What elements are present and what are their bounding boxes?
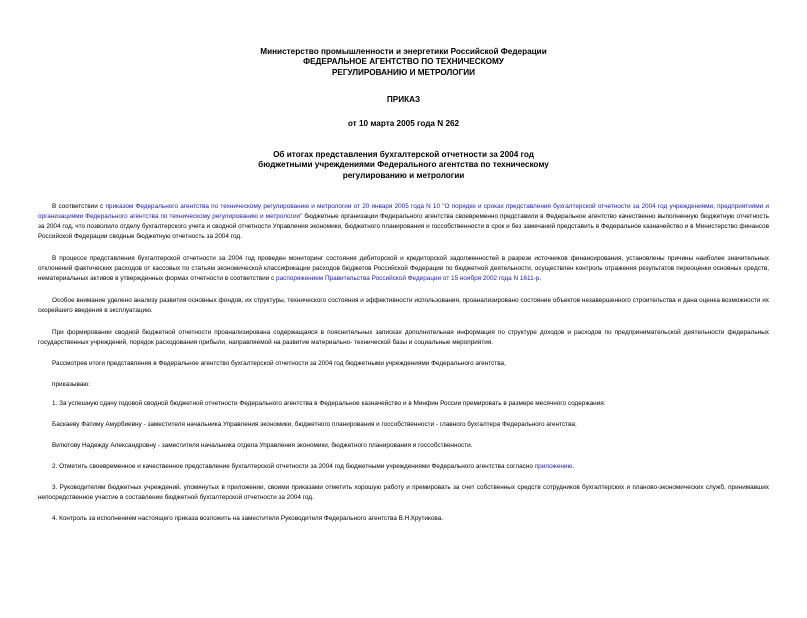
document-page [0,47,807,618]
paragraph-1-text-pre: В соответствии с [52,203,106,211]
paragraph-4: При формировании сводной бюджетной отчетности проанализирована содержащаяся в пояснительных записках дополнительная информация по структуре доходов и расходов по предпринимательской деятельности федеральных государственных учреждений, порядок расходования прибыли, направляемой на развитие материально- технической базы и социальные мероприятия. [38,329,769,347]
link-order-n10[interactable]: приказом Федерального агентства по техническому регулированию и метрологии от 20 января 2005 года N 10 "О порядке и сроках представления бухгалтерской отчетности за 2004 год учреждениями, предприятиями и организациями Федерального агентства по техническому регулированию и метрологии" [38,203,770,221]
paragraph-5: Рассмотрев итоги представления в Федеральное агентство бухгалтерской отчетности за 2004 год бюджетными учреждениями Федерального агентства, [52,360,506,368]
paragraph-2-text-post: . [539,275,542,283]
paragraph-10 [38,462,769,472]
document-header [38,47,769,78]
paragraph-8: Баскаеву Фатиму Амурбиевну - заместителя начальника Управления экономики, бюджетного планирования и госсобственности - главного бухгалтера Федерального агентства; [52,421,577,429]
link-government-decree[interactable]: распоряжением Правительства Российской Федерации от 15 ноября 2002 года N 1611-р [276,275,540,283]
order-date: от 10 марта 2005 года N 262 [347,118,460,128]
paragraph-1-text-post: бюджетные организации Федерального агентства своевременно представили в Федеральное агентство качественно выполненную бюджетную отчетность за 2004 год, что позволило отделу бухгалтерского учета и сводной отчетности Управления экономики, бюджетного планирования и госсобственности в срок и без замечаний представить в Федеральное казначейство и в Министерство финансов Российской Федерации сводные бюджетную отчетность за 2004 год. [38,213,769,241]
paragraph-2-text-pre: В процессе представления бухгалтерской отчетности за 2004 год проведен мониторинг состояния дебиторской и кредиторской задолженностей в разрезе источников финансирования, установлены причины наиболее значительных отклонений фактических расходов от кассовых по статьям экономической классификации расходов бюджетов Российской Федерации по бюджетной деятельности, осуществлен контроль отражения результатов переоценки основных средств, нематериальных активов в утвержденных формах отчетности в соответствии с [38,255,769,283]
subject-line2: бюджетными учреждениями Федерального агентства по техническому [258,160,549,170]
subject-line1: Об итогах представления бухгалтерской отчетности за 2004 год [273,150,534,160]
subject-line3: регулированию и метрологии [342,170,465,180]
document-body [38,202,769,524]
paragraph-11: 3. Руководителям бюджетных учреждений, упомянутых в приложении, своими приказами отметить хорошую работу и премировать за счет собственных средств сотрудников бухгалтерских и планово-экономических служб, принимавших непосредственное участие в составлении бюджетной бухгалтерской отчетности за 2004 год. [38,484,769,502]
order-subject [38,150,769,181]
agency-name-line2: РЕГУЛИРОВАНИЮ И МЕТРОЛОГИИ [331,67,476,77]
paragraph-3: Особое внимание уделено анализу развития основных фондов, их структуры, технического состояния и эффективности использования, проанализировано состояние объектов незавершенного строительства и дана оценка возможности их скорейшего введения в эксплуатацию. [38,297,769,315]
paragraph-10-text-pre: 2. Отметить своевременное и качественное представление бухгалтерской отчетности за 2004 год бюджетными учреждениями Федерального агентства согласно [52,463,535,471]
paragraph-9: Витютову Надежду Александровну - заместителя начальника отдела Управления экономики, бюджетного планирования и госсобственности. [52,442,473,450]
link-appendix[interactable]: приложению [534,463,573,471]
paragraph-10-text-post: . [572,463,575,471]
paragraph-6: приказываю: [52,381,90,389]
paragraph-12: 4. Контроль за исполнением настоящего приказа возложить на заместителя Руководителя Федерального агентства В.Н.Крутикова. [52,515,444,523]
paragraph-1 [38,202,769,242]
ministry-name: Министерство промышленности и энергетики Российской Федерации [260,47,547,56]
paragraph-2 [38,254,769,284]
agency-name-line1: ФЕДЕРАЛЬНОЕ АГЕНТСТВО ПО ТЕХНИЧЕСКОМУ [303,57,504,67]
order-title: ПРИКАЗ [386,95,421,105]
paragraph-7: 1. За успешную сдачу годовой сводной бюджетной отчетности Федерального агентства в Федеральное казначейство и в Минфин России премировать в размере месячного содержания: [52,400,606,408]
